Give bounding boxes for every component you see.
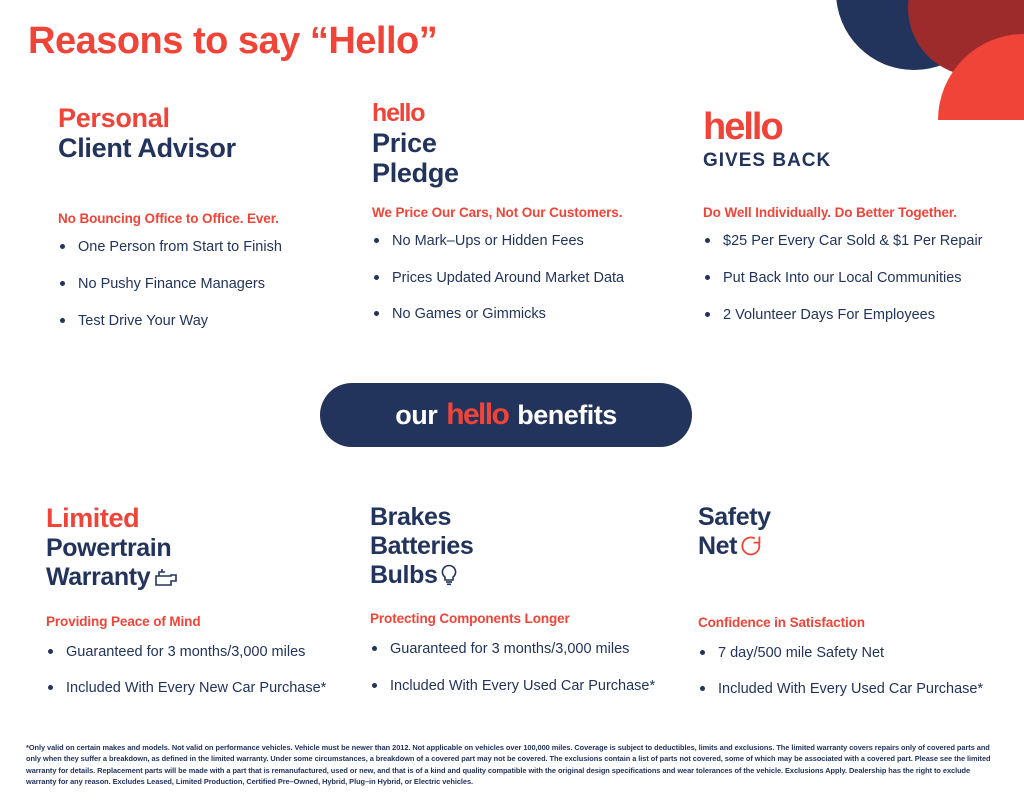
lightbulb-icon xyxy=(440,564,458,593)
list-item: Prices Updated Around Market Data xyxy=(372,269,672,288)
column-title-line2-text: Net xyxy=(698,531,738,560)
column-title-line2: Client Advisor xyxy=(58,133,236,164)
banner-word-benefits: benefits xyxy=(517,399,617,430)
list-item: 2 Volunteer Days For Employees xyxy=(703,306,1003,325)
navy-circle xyxy=(836,0,992,70)
column-title-line1: Limited xyxy=(46,503,140,533)
column-title-line3-text: Warranty xyxy=(46,562,151,591)
column-bullet-list xyxy=(372,232,672,325)
feature-column-personal-client-advisor xyxy=(58,103,328,349)
column-tagline: Do Well Individually. Do Better Together. xyxy=(703,204,957,220)
list-item: Included With Every Used Car Purchase* xyxy=(370,677,690,696)
column-title-line1: Price xyxy=(372,128,437,159)
list-item: Guaranteed for 3 months/3,000 miles xyxy=(46,643,366,662)
engine-icon xyxy=(153,566,179,595)
list-item: Test Drive Your Way xyxy=(58,312,328,331)
list-item: One Person from Start to Finish xyxy=(58,238,328,257)
benefit-column-brakes-batteries-bulbs xyxy=(370,503,690,714)
list-item: No Mark–Ups or Hidden Fees xyxy=(372,232,672,251)
column-bullet-list xyxy=(698,644,1018,700)
list-item: No Games or Gimmicks xyxy=(372,305,672,324)
feature-column-price-pledge xyxy=(372,100,672,342)
column-bullet-list xyxy=(703,232,1003,325)
column-tagline: We Price Our Cars, Not Our Customers. xyxy=(372,204,623,220)
banner-word-our: our xyxy=(395,399,438,430)
list-item: $25 Per Every Car Sold & $1 Per Repair xyxy=(703,232,1003,251)
column-tagline: Providing Peace of Mind xyxy=(46,613,201,629)
list-item: Included With Every Used Car Purchase* xyxy=(698,680,1018,699)
column-title-line3-text: Bulbs xyxy=(370,560,438,589)
column-title-line1: Personal xyxy=(58,103,170,133)
column-title-line2: Batteries xyxy=(370,531,474,560)
corner-decoration xyxy=(754,0,1024,120)
gives-back-wordmark: GIVES BACK xyxy=(703,150,832,171)
benefits-banner xyxy=(320,383,692,447)
column-title-line2 xyxy=(698,532,1018,564)
column-title-line1: Brakes xyxy=(370,503,451,531)
list-item: Included With Every New Car Purchase* xyxy=(46,679,366,698)
column-title-line2: Powertrain xyxy=(46,534,172,563)
refresh-circle-icon xyxy=(740,535,762,564)
page-title: Reasons to say “Hello” xyxy=(28,20,438,62)
list-item: No Pushy Finance Managers xyxy=(58,275,328,294)
list-item: Guaranteed for 3 months/3,000 miles xyxy=(370,640,690,659)
column-tagline: No Bouncing Office to Office. Ever. xyxy=(58,211,279,227)
column-title-line1: Safety xyxy=(698,503,771,531)
column-bullet-list xyxy=(370,640,690,696)
list-item: 7 day/500 mile Safety Net xyxy=(698,644,1018,663)
hello-wordmark: hello xyxy=(703,106,782,148)
benefit-column-limited-powertrain-warranty xyxy=(46,503,366,716)
column-title-line3 xyxy=(46,563,366,595)
column-bullet-list xyxy=(46,643,366,699)
legal-footnote: *Only valid on certain makes and models. Not valid on performance vehicles. Vehicle must be newer than 2012. Not applicable on vehicles over 100,000 miles. Coverage is subject to deductibles, limits and exclusions. The limited warranty covers repairs only of covered parts and only when they suffer a breakdown, as defined in the limited warranty. Under some circumstances, a breakdown of a covered part may not be covered. The exclusions contain a list of parts not covered, some of which may be associated with a covered part. Please see the limited warranty for details. Replacement parts will be made with a part that is remanufactured, used or new, and that is of a kind and quality compatible with the original design specifications and wear tolerances of the vehicle. Exclusions Apply. Dealership has the right to exclude warranty for any reason. Excludes Leased, Limited Production, Certified Pre–Owned, Hybrid, Plug–in Hybrid, or Electric vehicles. xyxy=(26,743,991,787)
column-tagline: Protecting Components Longer xyxy=(370,611,570,627)
column-bullet-list xyxy=(58,238,328,331)
feature-column-hello-gives-back xyxy=(703,108,1003,342)
banner-word-hello: hello xyxy=(446,398,509,431)
hello-wordmark: hello xyxy=(372,99,425,127)
column-title-line3 xyxy=(370,561,690,593)
column-title-line2: Pledge xyxy=(372,158,459,189)
benefit-column-safety-net xyxy=(698,503,1018,717)
column-tagline: Confidence in Satisfaction xyxy=(698,614,865,630)
list-item: Put Back Into our Local Communities xyxy=(703,269,1003,288)
darkred-circle xyxy=(908,0,1024,76)
